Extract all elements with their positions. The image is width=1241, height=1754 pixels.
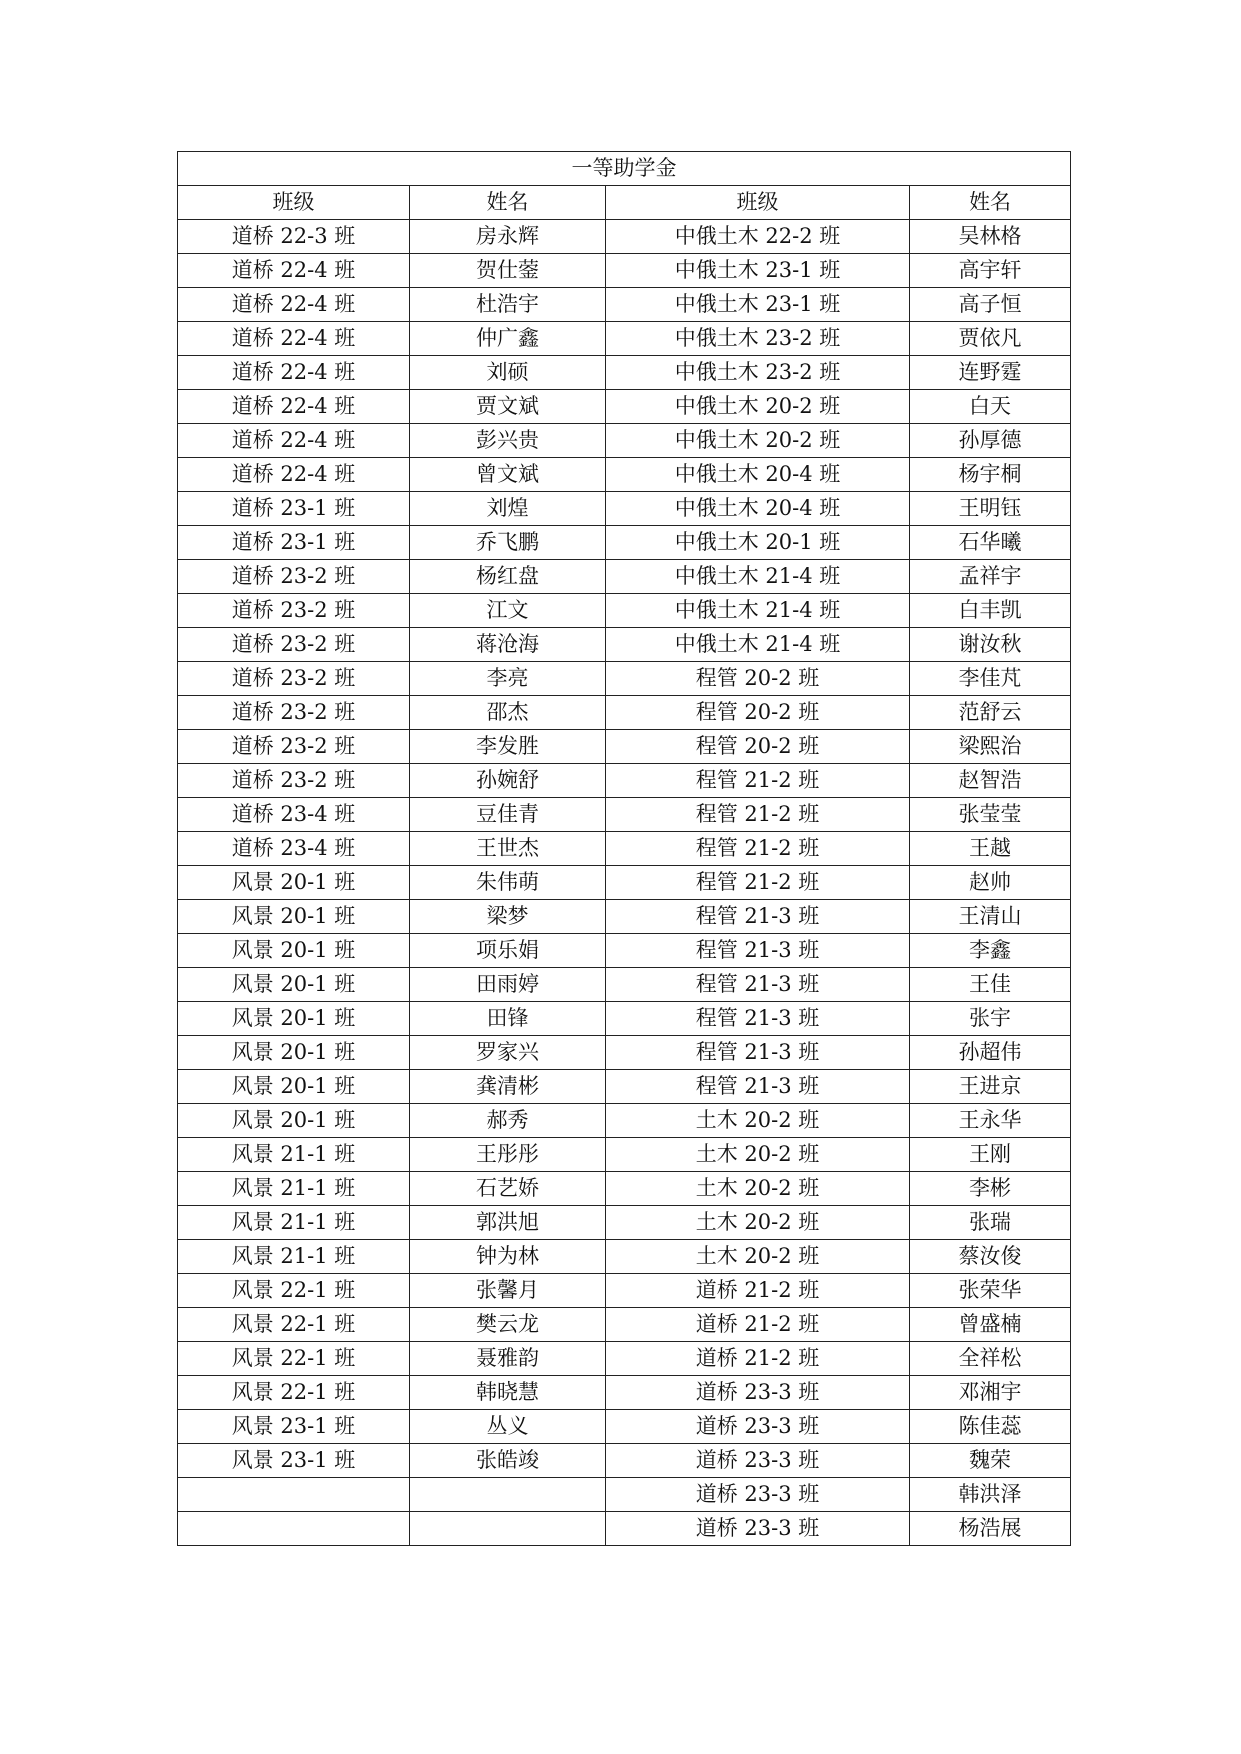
cell-class-right: 中俄土木 21-4 班 <box>606 628 910 662</box>
cell-name-right: 谢汝秋 <box>910 628 1071 662</box>
cell-class-right: 程管 21-3 班 <box>606 968 910 1002</box>
cell-class-left: 风景 21-1 班 <box>178 1138 410 1172</box>
cell-class-left: 道桥 22-4 班 <box>178 322 410 356</box>
cell-name-right: 赵智浩 <box>910 764 1071 798</box>
cell-name-right: 石华曦 <box>910 526 1071 560</box>
cell-class-left: 道桥 23-1 班 <box>178 492 410 526</box>
cell-name-right: 张宇 <box>910 1002 1071 1036</box>
cell-name-left: 刘煌 <box>410 492 606 526</box>
table-row <box>178 696 1071 730</box>
cell-class-right: 道桥 23-3 班 <box>606 1478 910 1512</box>
cell-class-left: 风景 23-1 班 <box>178 1444 410 1478</box>
table-row <box>178 254 1071 288</box>
table-row <box>178 424 1071 458</box>
cell-name-right: 王佳 <box>910 968 1071 1002</box>
cell-class-right: 道桥 23-3 班 <box>606 1512 910 1546</box>
cell-name-left: 梁梦 <box>410 900 606 934</box>
cell-class-left: 风景 20-1 班 <box>178 934 410 968</box>
table-row <box>178 492 1071 526</box>
cell-name-left: 郝秀 <box>410 1104 606 1138</box>
cell-name-right: 白天 <box>910 390 1071 424</box>
cell-class-right: 中俄土木 21-4 班 <box>606 560 910 594</box>
cell-name-right: 高宇轩 <box>910 254 1071 288</box>
cell-name-left: 房永辉 <box>410 220 606 254</box>
cell-class-right: 道桥 21-2 班 <box>606 1342 910 1376</box>
cell-class-left: 道桥 22-4 班 <box>178 356 410 390</box>
cell-class-left: 风景 23-1 班 <box>178 1410 410 1444</box>
header-name-right: 姓名 <box>910 186 1071 220</box>
cell-class-left: 道桥 23-2 班 <box>178 730 410 764</box>
cell-name-left: 彭兴贵 <box>410 424 606 458</box>
table-row <box>178 798 1071 832</box>
table-row <box>178 526 1071 560</box>
table-row <box>178 934 1071 968</box>
cell-name-right: 陈佳蕊 <box>910 1410 1071 1444</box>
cell-class-right: 道桥 21-2 班 <box>606 1308 910 1342</box>
cell-name-left: 张皓竣 <box>410 1444 606 1478</box>
cell-class-left <box>178 1512 410 1546</box>
cell-class-left: 风景 21-1 班 <box>178 1240 410 1274</box>
table-row <box>178 1308 1071 1342</box>
cell-name-right: 张莹莹 <box>910 798 1071 832</box>
cell-class-right: 程管 20-2 班 <box>606 730 910 764</box>
table-row <box>178 1478 1071 1512</box>
cell-class-left: 风景 20-1 班 <box>178 866 410 900</box>
cell-name-left: 豆佳青 <box>410 798 606 832</box>
cell-class-left: 风景 20-1 班 <box>178 1070 410 1104</box>
cell-class-right: 程管 21-2 班 <box>606 798 910 832</box>
cell-name-left: 邵杰 <box>410 696 606 730</box>
table-row <box>178 594 1071 628</box>
cell-class-right: 土木 20-2 班 <box>606 1206 910 1240</box>
table-row <box>178 1342 1071 1376</box>
cell-name-right: 张瑞 <box>910 1206 1071 1240</box>
cell-name-right: 王清山 <box>910 900 1071 934</box>
cell-class-right: 中俄土木 20-4 班 <box>606 458 910 492</box>
cell-name-right: 范舒云 <box>910 696 1071 730</box>
cell-class-right: 程管 21-3 班 <box>606 934 910 968</box>
cell-name-left: 石艺娇 <box>410 1172 606 1206</box>
cell-class-left: 道桥 22-3 班 <box>178 220 410 254</box>
cell-class-left: 道桥 23-2 班 <box>178 594 410 628</box>
cell-name-left: 贺仕蓥 <box>410 254 606 288</box>
cell-name-left: 仲广鑫 <box>410 322 606 356</box>
cell-class-right: 程管 21-3 班 <box>606 1070 910 1104</box>
table-title: 一等助学金 <box>178 152 1071 186</box>
table-row <box>178 1138 1071 1172</box>
table-row <box>178 662 1071 696</box>
cell-name-right: 梁熙治 <box>910 730 1071 764</box>
header-name-left: 姓名 <box>410 186 606 220</box>
cell-class-left: 风景 20-1 班 <box>178 900 410 934</box>
cell-name-left: 张馨月 <box>410 1274 606 1308</box>
cell-name-left: 贾文斌 <box>410 390 606 424</box>
table-body <box>178 220 1071 1546</box>
cell-name-right: 白丰凯 <box>910 594 1071 628</box>
table-row <box>178 628 1071 662</box>
cell-class-right: 道桥 23-3 班 <box>606 1444 910 1478</box>
header-class-right: 班级 <box>606 186 910 220</box>
cell-name-left: 乔飞鹏 <box>410 526 606 560</box>
cell-name-left: 李发胜 <box>410 730 606 764</box>
table-row <box>178 356 1071 390</box>
cell-class-left: 道桥 22-4 班 <box>178 390 410 424</box>
cell-class-left <box>178 1478 410 1512</box>
cell-name-right: 王明钰 <box>910 492 1071 526</box>
cell-name-right: 高子恒 <box>910 288 1071 322</box>
cell-class-left: 道桥 22-4 班 <box>178 458 410 492</box>
cell-name-right: 孟祥宇 <box>910 560 1071 594</box>
cell-class-right: 中俄土木 20-4 班 <box>606 492 910 526</box>
table-row <box>178 458 1071 492</box>
cell-name-right: 李佳芃 <box>910 662 1071 696</box>
cell-class-left: 风景 22-1 班 <box>178 1376 410 1410</box>
table-row <box>178 1172 1071 1206</box>
cell-name-left: 聂雅韵 <box>410 1342 606 1376</box>
cell-name-left: 王彤彤 <box>410 1138 606 1172</box>
cell-name-left: 钟为林 <box>410 1240 606 1274</box>
cell-name-right: 吴林格 <box>910 220 1071 254</box>
cell-name-right: 张荣华 <box>910 1274 1071 1308</box>
cell-name-left: 杜浩宇 <box>410 288 606 322</box>
table-header-row <box>178 186 1071 220</box>
cell-class-right: 道桥 23-3 班 <box>606 1376 910 1410</box>
cell-name-right: 杨浩展 <box>910 1512 1071 1546</box>
cell-name-left: 樊云龙 <box>410 1308 606 1342</box>
cell-name-right: 连野霆 <box>910 356 1071 390</box>
cell-name-right: 李彬 <box>910 1172 1071 1206</box>
table-row <box>178 1104 1071 1138</box>
cell-class-left: 风景 22-1 班 <box>178 1274 410 1308</box>
table-row <box>178 288 1071 322</box>
cell-name-left: 蒋沧海 <box>410 628 606 662</box>
cell-name-left: 罗家兴 <box>410 1036 606 1070</box>
table-row <box>178 730 1071 764</box>
cell-class-right: 程管 21-2 班 <box>606 764 910 798</box>
cell-class-left: 风景 20-1 班 <box>178 1036 410 1070</box>
cell-name-right: 王刚 <box>910 1138 1071 1172</box>
cell-class-left: 道桥 22-4 班 <box>178 288 410 322</box>
cell-class-right: 程管 20-2 班 <box>606 696 910 730</box>
cell-class-right: 土木 20-2 班 <box>606 1104 910 1138</box>
cell-name-left: 韩晓慧 <box>410 1376 606 1410</box>
cell-name-left: 李亮 <box>410 662 606 696</box>
header-class-left: 班级 <box>178 186 410 220</box>
cell-name-left: 刘硕 <box>410 356 606 390</box>
cell-name-right: 赵帅 <box>910 866 1071 900</box>
cell-name-right: 韩洪泽 <box>910 1478 1071 1512</box>
table-row <box>178 900 1071 934</box>
cell-name-left: 项乐娟 <box>410 934 606 968</box>
cell-class-left: 风景 20-1 班 <box>178 1002 410 1036</box>
cell-name-right: 曾盛楠 <box>910 1308 1071 1342</box>
cell-class-right: 中俄土木 22-2 班 <box>606 220 910 254</box>
cell-name-right: 王越 <box>910 832 1071 866</box>
cell-class-left: 道桥 23-4 班 <box>178 798 410 832</box>
table-row <box>178 968 1071 1002</box>
table-row <box>178 1444 1071 1478</box>
cell-class-left: 道桥 23-2 班 <box>178 662 410 696</box>
table-title-row <box>178 152 1071 186</box>
cell-name-left <box>410 1512 606 1546</box>
cell-class-left: 道桥 23-1 班 <box>178 526 410 560</box>
cell-class-left: 道桥 22-4 班 <box>178 424 410 458</box>
cell-name-right: 王永华 <box>910 1104 1071 1138</box>
cell-class-right: 中俄土木 23-1 班 <box>606 254 910 288</box>
cell-name-left: 王世杰 <box>410 832 606 866</box>
cell-name-left: 曾文斌 <box>410 458 606 492</box>
cell-name-right: 孙超伟 <box>910 1036 1071 1070</box>
cell-class-right: 土木 20-2 班 <box>606 1240 910 1274</box>
cell-name-right: 贾依凡 <box>910 322 1071 356</box>
cell-class-right: 中俄土木 20-1 班 <box>606 526 910 560</box>
cell-name-right: 蔡汝俊 <box>910 1240 1071 1274</box>
cell-class-right: 中俄土木 23-1 班 <box>606 288 910 322</box>
cell-name-right: 李鑫 <box>910 934 1071 968</box>
table-row <box>178 1410 1071 1444</box>
table-row <box>178 1002 1071 1036</box>
table-row <box>178 832 1071 866</box>
cell-class-right: 土木 20-2 班 <box>606 1172 910 1206</box>
cell-class-right: 中俄土木 20-2 班 <box>606 424 910 458</box>
cell-class-left: 道桥 23-4 班 <box>178 832 410 866</box>
cell-class-left: 道桥 23-2 班 <box>178 628 410 662</box>
cell-class-left: 风景 20-1 班 <box>178 1104 410 1138</box>
cell-class-right: 程管 21-3 班 <box>606 1002 910 1036</box>
cell-name-left: 龚清彬 <box>410 1070 606 1104</box>
cell-name-left: 孙婉舒 <box>410 764 606 798</box>
cell-name-left <box>410 1478 606 1512</box>
cell-class-right: 程管 21-2 班 <box>606 866 910 900</box>
cell-name-right: 孙厚德 <box>910 424 1071 458</box>
cell-class-right: 程管 21-3 班 <box>606 1036 910 1070</box>
cell-class-left: 风景 20-1 班 <box>178 968 410 1002</box>
table-row <box>178 322 1071 356</box>
cell-class-right: 中俄土木 21-4 班 <box>606 594 910 628</box>
cell-class-right: 程管 20-2 班 <box>606 662 910 696</box>
cell-name-right: 魏荣 <box>910 1444 1071 1478</box>
cell-class-right: 中俄土木 20-2 班 <box>606 390 910 424</box>
table-row <box>178 1512 1071 1546</box>
cell-name-left: 郭洪旭 <box>410 1206 606 1240</box>
table-row <box>178 1070 1071 1104</box>
cell-class-right: 程管 21-2 班 <box>606 832 910 866</box>
cell-class-left: 风景 21-1 班 <box>178 1172 410 1206</box>
cell-class-left: 道桥 23-2 班 <box>178 764 410 798</box>
table-row <box>178 866 1071 900</box>
grant-table <box>177 151 1071 1546</box>
cell-name-right: 全祥松 <box>910 1342 1071 1376</box>
table-row <box>178 764 1071 798</box>
cell-class-right: 土木 20-2 班 <box>606 1138 910 1172</box>
cell-name-right: 王进京 <box>910 1070 1071 1104</box>
cell-class-left: 道桥 23-2 班 <box>178 696 410 730</box>
cell-name-left: 杨红盘 <box>410 560 606 594</box>
cell-class-right: 道桥 23-3 班 <box>606 1410 910 1444</box>
cell-class-left: 风景 21-1 班 <box>178 1206 410 1240</box>
cell-name-left: 江文 <box>410 594 606 628</box>
cell-class-right: 道桥 21-2 班 <box>606 1274 910 1308</box>
cell-class-left: 道桥 23-2 班 <box>178 560 410 594</box>
cell-class-left: 道桥 22-4 班 <box>178 254 410 288</box>
table-row <box>178 1240 1071 1274</box>
cell-name-right: 杨宇桐 <box>910 458 1071 492</box>
cell-name-left: 田锋 <box>410 1002 606 1036</box>
cell-class-left: 风景 22-1 班 <box>178 1308 410 1342</box>
cell-name-left: 丛义 <box>410 1410 606 1444</box>
cell-name-left: 朱伟萌 <box>410 866 606 900</box>
table-row <box>178 1274 1071 1308</box>
cell-name-right: 邓湘宇 <box>910 1376 1071 1410</box>
cell-class-right: 中俄土木 23-2 班 <box>606 356 910 390</box>
table-row <box>178 1036 1071 1070</box>
cell-class-right: 中俄土木 23-2 班 <box>606 322 910 356</box>
cell-name-left: 田雨婷 <box>410 968 606 1002</box>
table-row <box>178 560 1071 594</box>
table-row <box>178 1206 1071 1240</box>
cell-class-right: 程管 21-3 班 <box>606 900 910 934</box>
table-row <box>178 1376 1071 1410</box>
cell-class-left: 风景 22-1 班 <box>178 1342 410 1376</box>
table-row <box>178 390 1071 424</box>
table-row <box>178 220 1071 254</box>
